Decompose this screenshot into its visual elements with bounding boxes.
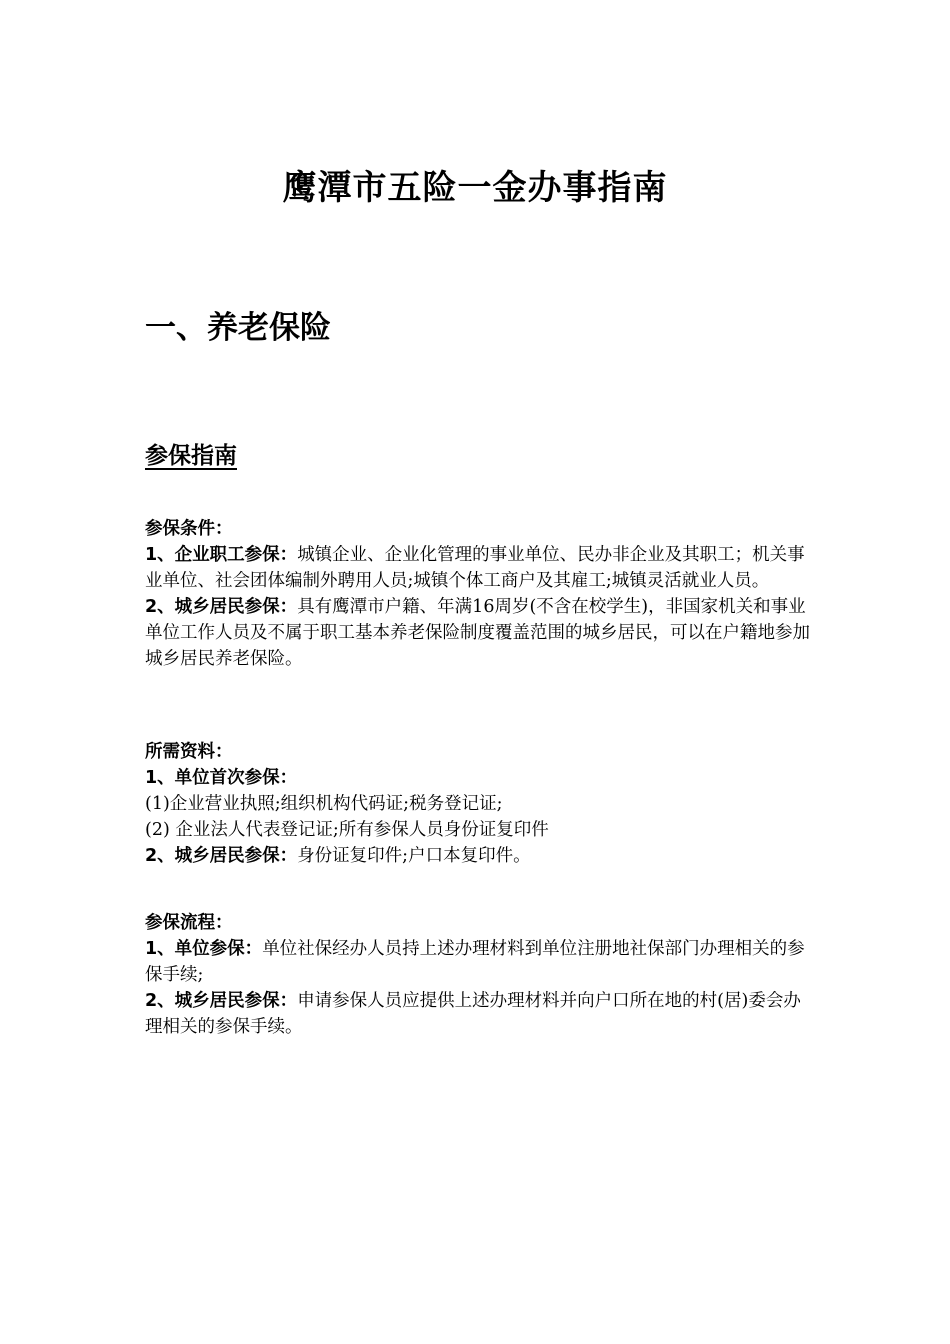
materials-item-2-text: 身份证复印件;户口本复印件。 xyxy=(297,846,531,866)
process-item-1-text: 单位社保经办人员持上述办理材料到单位注册地社保部门办理相关的参保手续; xyxy=(145,939,805,985)
conditions-item-1 xyxy=(145,542,810,594)
conditions-heading: 参保条件： xyxy=(145,519,233,539)
materials-line-1: (1)企业营业执照;组织机构代码证;税务登记证; xyxy=(145,794,503,814)
conditions-item-2-text: 具有鹰潭市户籍、年满16周岁(不含在校学生)，非国家机关和事业单位工作人员及不属于职工基本养老保险制度覆盖范围的城乡居民，可以在户籍地参加城乡居民养老保险。 xyxy=(145,597,810,669)
materials-heading: 所需资料： xyxy=(145,742,233,762)
conditions-item-1-label: 1、企业职工参保： xyxy=(145,545,298,565)
materials-item-1-label: 1、单位首次参保： xyxy=(145,768,298,788)
process-item-1-label: 1、单位参保： xyxy=(145,939,263,959)
process-item-2 xyxy=(145,988,810,1040)
conditions-item-1-text: 城镇企业、企业化管理的事业单位、民办非企业及其职工；机关事业单位、社会团体编制外聘用人员;城镇个体工商户及其雇工;城镇灵活就业人员。 xyxy=(145,545,805,591)
conditions-item-2 xyxy=(145,594,810,672)
conditions-block xyxy=(145,516,810,672)
materials-block xyxy=(145,739,810,869)
process-block xyxy=(145,910,810,1040)
materials-item-2 xyxy=(145,843,810,869)
document-title: 鹰潭市五险一金办事指南 xyxy=(282,168,668,208)
process-item-2-label: 2、城乡居民参保： xyxy=(145,991,298,1011)
process-heading: 参保流程： xyxy=(145,913,233,933)
conditions-item-2-label: 2、城乡居民参保： xyxy=(145,597,298,617)
process-item-1 xyxy=(145,936,810,988)
process-item-2-text: 申请参保人员应提供上述办理材料并向户口所在地的村(居)委会办理相关的参保手续。 xyxy=(145,991,801,1037)
materials-line-2: (2) 企业法人代表登记证;所有参保人员身份证复印件 xyxy=(145,820,549,840)
sub-heading: 参保指南 xyxy=(145,443,237,469)
materials-item-2-label: 2、城乡居民参保： xyxy=(145,846,298,866)
section-heading: 一、养老保险 xyxy=(145,310,331,346)
